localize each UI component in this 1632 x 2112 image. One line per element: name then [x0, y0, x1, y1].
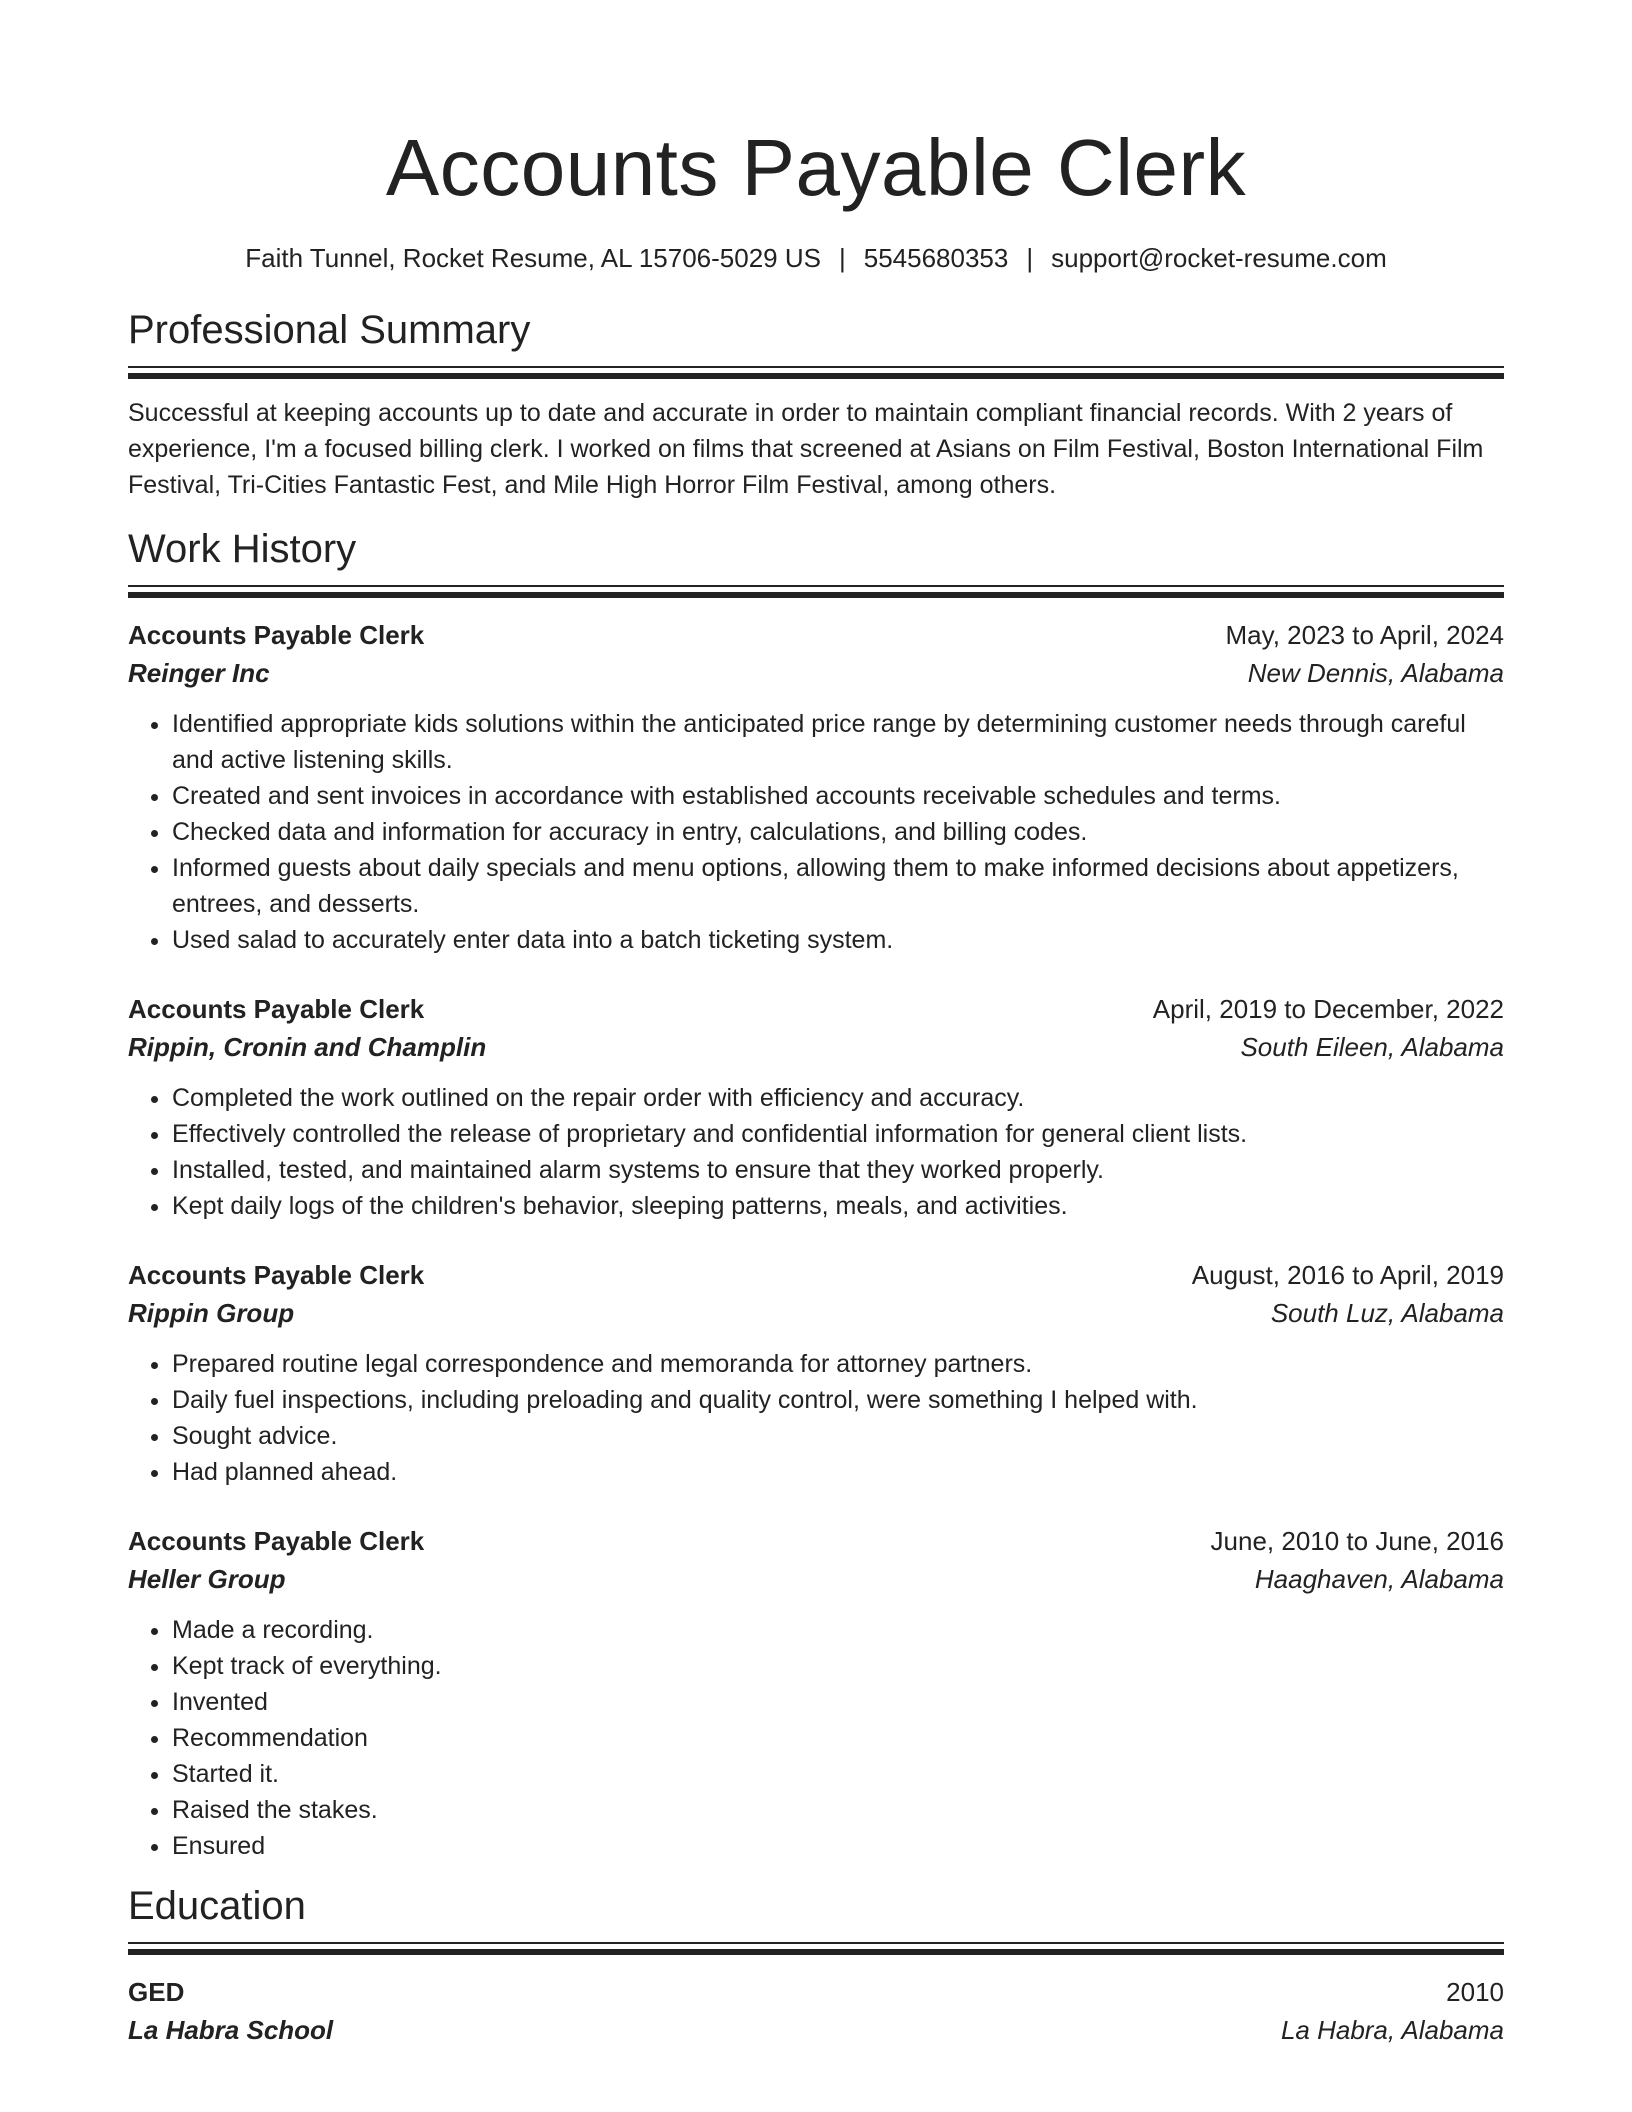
bullet-item: • Daily fuel inspections, including preloading and quality control, were something I helped with.	[172, 1382, 1504, 1418]
job-entry	[128, 1522, 1504, 1864]
education-school: La Habra School	[128, 2015, 334, 2045]
job-entry	[128, 990, 1504, 1224]
job-bullets	[128, 1346, 1504, 1490]
section-title-work-history: Work History	[128, 527, 357, 571]
bullet-item: • Raised the stakes.	[172, 1792, 1504, 1828]
summary-section	[128, 304, 1504, 503]
bullet-item: • Recommendation	[172, 1720, 1504, 1756]
bullet-item: • Ensured	[172, 1828, 1504, 1864]
job-location: Haaghaven, Alabama	[1254, 1564, 1504, 1594]
resume-name: Accounts Payable Clerk	[385, 123, 1247, 212]
job-title: Accounts Payable Clerk	[128, 1526, 425, 1556]
job-location: South Eileen, Alabama	[1240, 1032, 1504, 1062]
bullet-item: • Checked data and information for accuracy in entry, calculations, and billing codes.	[172, 814, 1504, 850]
bullet-item: • Sought advice.	[172, 1418, 1504, 1454]
job-dates: June, 2010 to June, 2016	[1210, 1526, 1504, 1556]
contact-email: support@rocket-resume.com	[1051, 243, 1387, 273]
section-title-education: Education	[128, 1884, 306, 1928]
section-divider-thin	[128, 1942, 1504, 1944]
bullet-item: • Effectively controlled the release of proprietary and confidential information for general client lists.	[172, 1116, 1504, 1152]
section-title-summary: Professional Summary	[128, 308, 531, 352]
education-degree: GED	[128, 1977, 185, 2007]
contact-line	[128, 240, 1504, 276]
job-dates: August, 2016 to April, 2019	[1191, 1260, 1504, 1290]
bullet-item: • Completed the work outlined on the repair order with efficiency and accuracy.	[172, 1080, 1504, 1116]
section-divider-thick	[128, 1949, 1504, 1955]
job-location: South Luz, Alabama	[1270, 1298, 1504, 1328]
job-company: Heller Group	[128, 1564, 286, 1594]
section-divider-thin	[128, 585, 1504, 587]
bullet-item: • Prepared routine legal correspondence and memoranda for attorney partners.	[172, 1346, 1504, 1382]
bullet-item: • Made a recording.	[172, 1612, 1504, 1648]
work-history-section	[128, 523, 1504, 1864]
bullet-item: • Informed guests about daily specials and menu options, allowing them to make informed decisions about appetizers, entrees, and desserts.	[172, 850, 1504, 922]
bullet-item: • Kept daily logs of the children's behavior, sleeping patterns, meals, and activities.	[172, 1188, 1504, 1224]
bullet-item: • Invented	[172, 1684, 1504, 1720]
job-title: Accounts Payable Clerk	[128, 620, 425, 650]
job-bullets	[128, 1612, 1504, 1864]
bullet-item: • Used salad to accurately enter data into a batch ticketing system.	[172, 922, 1504, 958]
bullet-item: • Created and sent invoices in accordance with established accounts receivable schedules and terms.	[172, 778, 1504, 814]
education-section	[128, 1880, 1504, 2049]
section-divider-thick	[128, 592, 1504, 598]
education-entry	[128, 1973, 1504, 2049]
job-dates: May, 2023 to April, 2024	[1225, 620, 1504, 650]
bullet-item: • Identified appropriate kids solutions within the anticipated price range by determining customer needs through careful and active listening skills.	[172, 706, 1504, 778]
section-divider-thin	[128, 366, 1504, 368]
job-entry	[128, 1256, 1504, 1490]
education-year: 2010	[1446, 1977, 1504, 2007]
job-entry	[128, 616, 1504, 958]
bullet-item: • Had planned ahead.	[172, 1454, 1504, 1490]
education-location: La Habra, Alabama	[1280, 2015, 1504, 2045]
bullet-item: • Installed, tested, and maintained alarm systems to ensure that they worked properly.	[172, 1152, 1504, 1188]
summary-text: Successful at keeping accounts up to date and accurate in order to maintain compliant financial records. With 2 years of experience, I'm a focused billing clerk. I worked on films that screened at Asians on Film Festival, Boston International Film Festival, Tri-Cities Fantastic Fest, and Mile High Horror Film Festival, among others.	[128, 399, 1484, 499]
section-divider-thick	[128, 373, 1504, 379]
contact-phone: 5545680353	[863, 243, 1009, 273]
contact-address: Faith Tunnel, Rocket Resume, AL 15706-5029 US	[245, 243, 821, 273]
job-company: Rippin, Cronin and Champlin	[128, 1032, 487, 1062]
job-bullets	[128, 1080, 1504, 1224]
job-title: Accounts Payable Clerk	[128, 1260, 425, 1290]
bullet-item: • Started it.	[172, 1756, 1504, 1792]
job-title: Accounts Payable Clerk	[128, 994, 425, 1024]
job-bullets	[128, 706, 1504, 958]
job-company: Rippin Group	[128, 1298, 295, 1328]
job-location: New Dennis, Alabama	[1247, 658, 1504, 688]
contact-separator: |	[1026, 243, 1034, 273]
contact-separator: |	[838, 243, 846, 273]
bullet-item: • Kept track of everything.	[172, 1648, 1504, 1684]
job-company: Reinger Inc	[128, 658, 270, 688]
job-dates: April, 2019 to December, 2022	[1152, 994, 1504, 1024]
